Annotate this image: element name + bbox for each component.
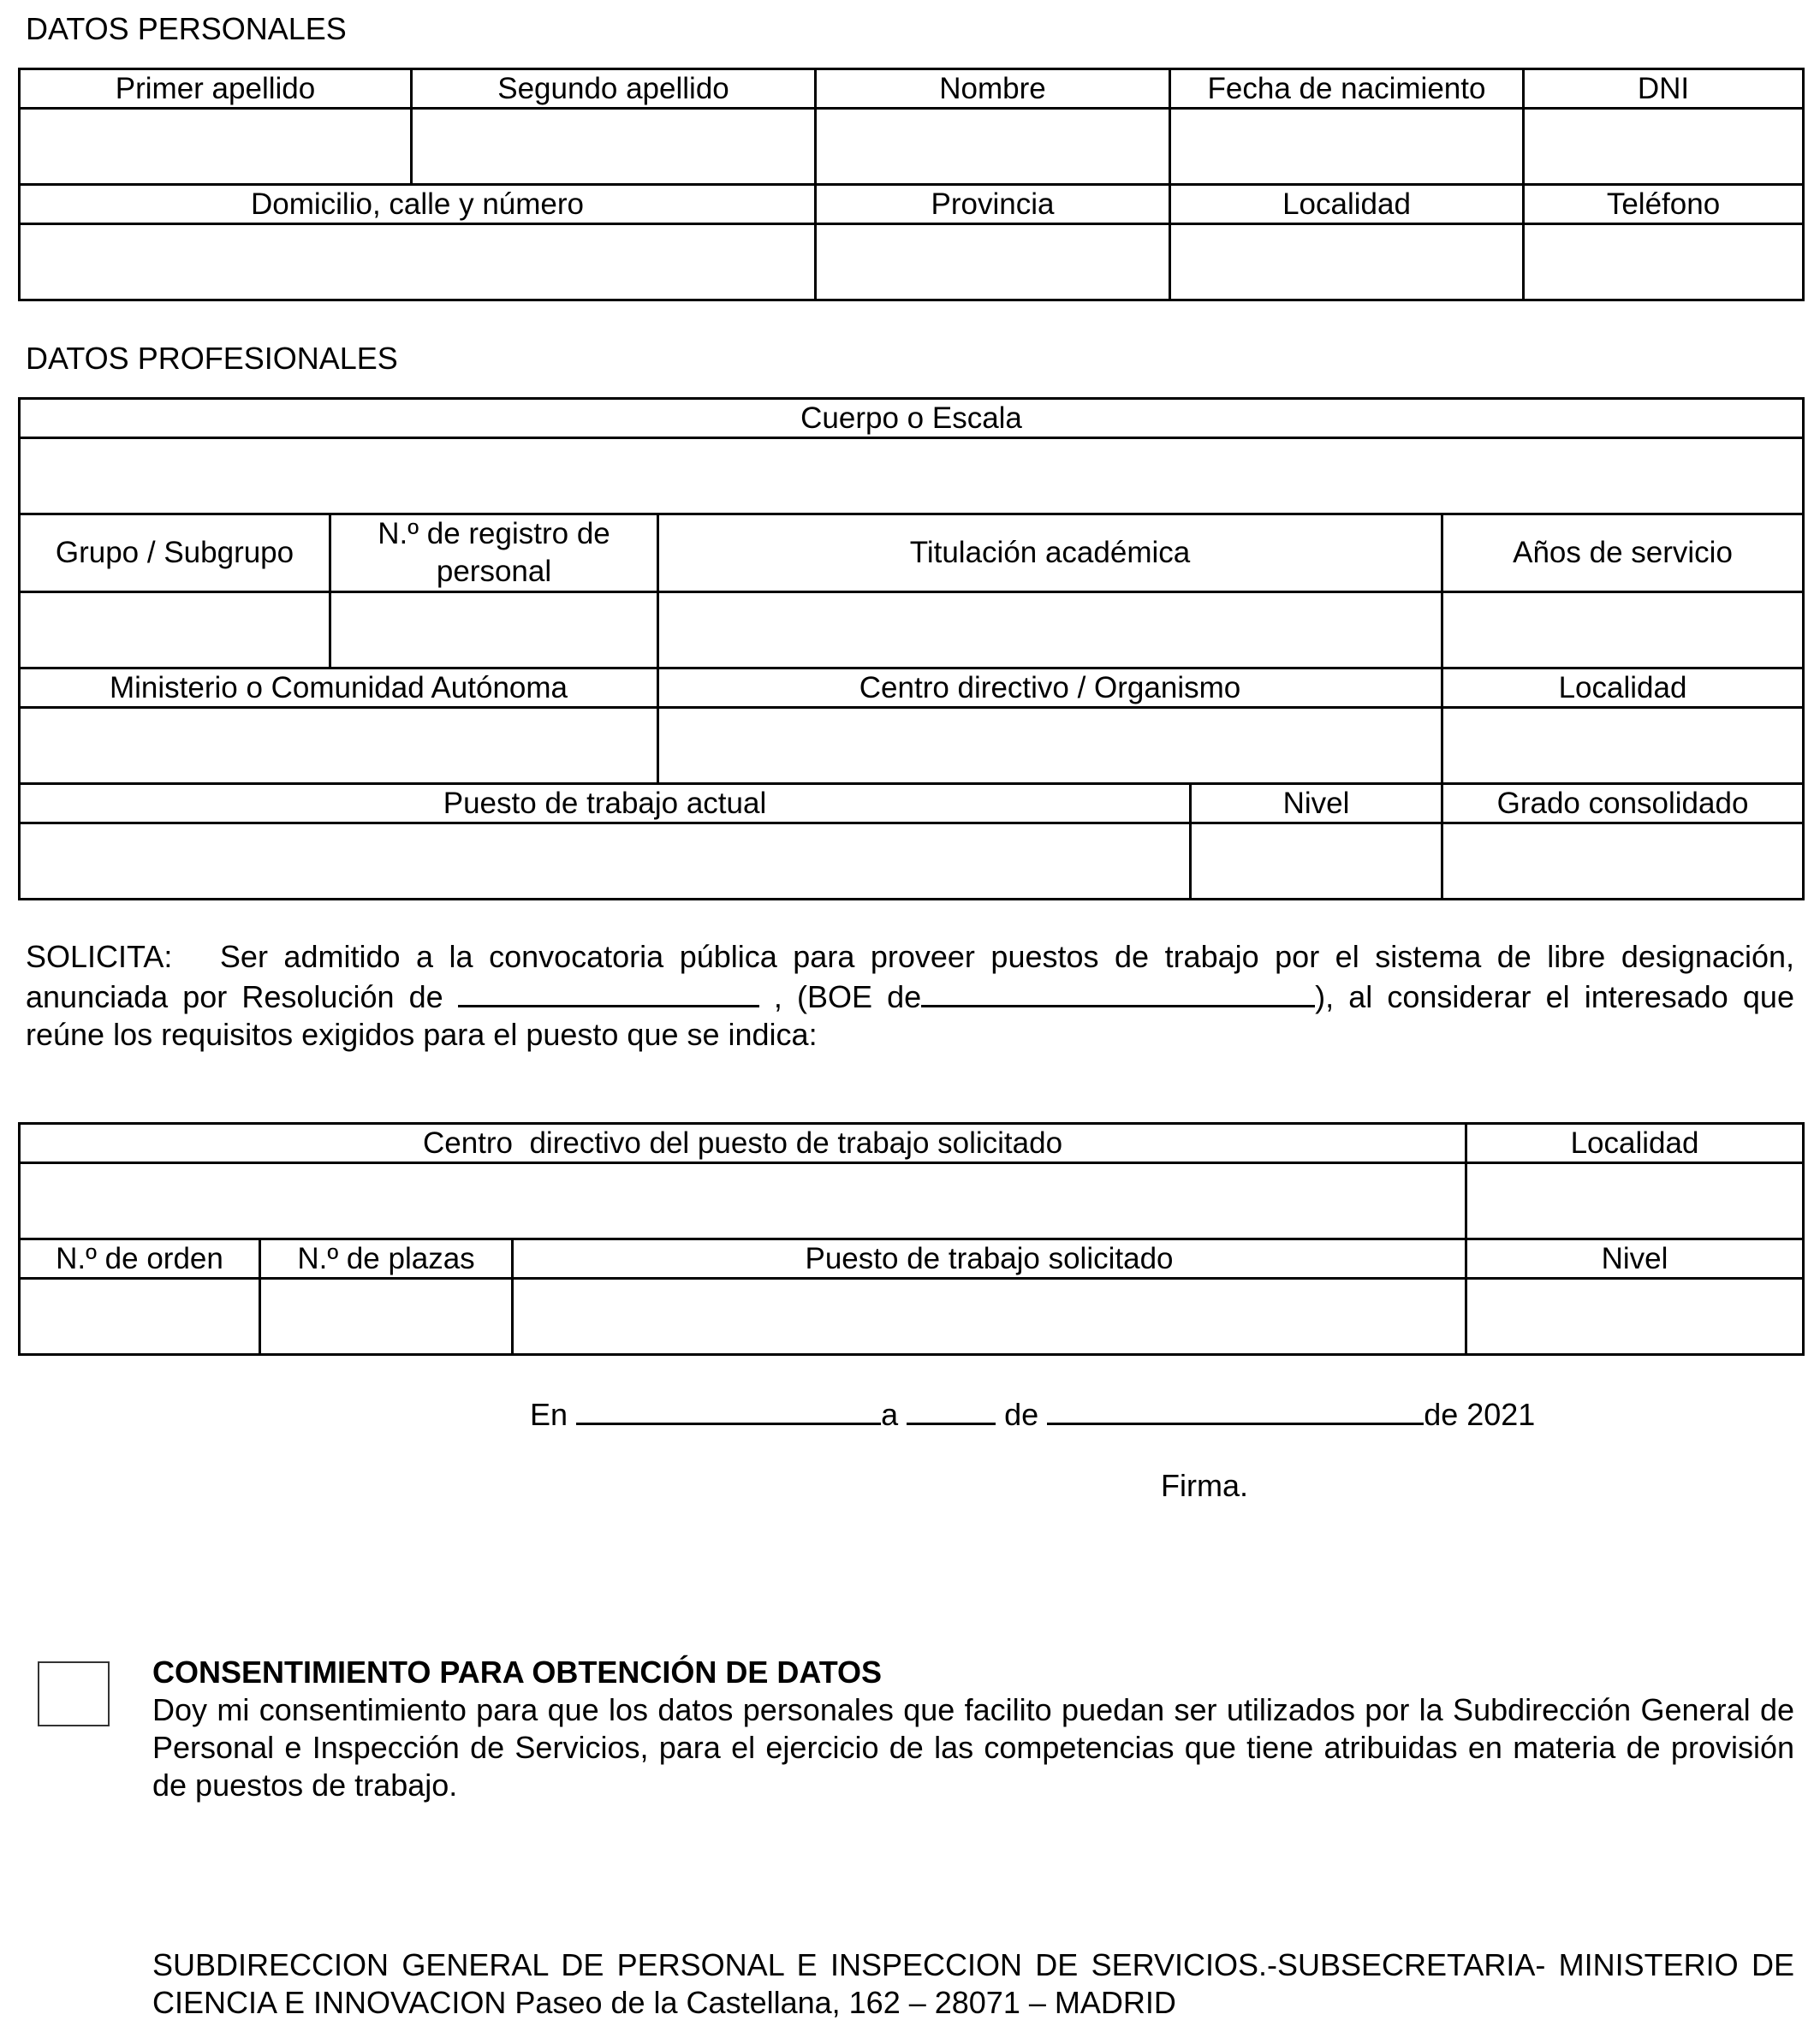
- orden-field[interactable]: [20, 1279, 260, 1355]
- date-year-label: de 2021: [1424, 1397, 1536, 1432]
- professional-data-heading: DATOS PROFESIONALES: [26, 341, 398, 376]
- anios-servicio-field[interactable]: [1442, 592, 1804, 668]
- provincia-label: Provincia: [816, 185, 1170, 224]
- nivel-label: Nivel: [1191, 784, 1442, 823]
- firma-label: Firma.: [1161, 1468, 1248, 1503]
- localidad-label: Localidad: [1170, 185, 1524, 224]
- personal-data-table: [18, 68, 1805, 301]
- nombre-label: Nombre: [816, 69, 1170, 109]
- fecha-nacimiento-label: Fecha de nacimiento: [1170, 69, 1524, 109]
- consent-text: Doy mi consentimiento para que los datos personales que facilito puedan ser utilizados por la Subdirección General de Personal e Inspección de Servicios, para el ejercicio de las competencias que tiene atribuidas en materia de provisión de puestos de trabajo.: [152, 1692, 1794, 1803]
- centro-directivo-label: Centro directivo / Organismo: [658, 668, 1442, 708]
- primer-apellido-label: Primer apellido: [20, 69, 412, 109]
- footer-address: SUBDIRECCION GENERAL DE PERSONAL E INSPECCION DE SERVICIOS.-SUBSECRETARIA- MINISTERIO DE CIENCIA E INNOVACION Paseo de la Castellana, 162 – 28071 – MADRID: [152, 1947, 1794, 2020]
- solicita-paragraph: [26, 938, 1794, 1054]
- nivel-solicitado-label: Nivel: [1466, 1239, 1804, 1279]
- professional-data-table: [18, 397, 1805, 900]
- nombre-field[interactable]: [816, 109, 1170, 185]
- cuerpo-field[interactable]: [20, 438, 1804, 514]
- solicita-text1: Ser admitido a la convocatoria pública para proveer puestos de trabajo por el sistema de libre designación,: [219, 939, 1794, 974]
- day-field[interactable]: [907, 1393, 996, 1425]
- cuerpo-label: Cuerpo o Escala: [20, 399, 1804, 438]
- solicita-label: SOLICITA:: [26, 939, 173, 974]
- place-field[interactable]: [576, 1393, 881, 1425]
- orden-label: N.º de orden: [20, 1239, 260, 1279]
- registro-label: [330, 514, 658, 592]
- consent-checkbox[interactable]: [38, 1661, 110, 1726]
- date-en-label: En: [530, 1397, 568, 1432]
- grupo-field[interactable]: [20, 592, 330, 668]
- provincia-field[interactable]: [816, 224, 1170, 300]
- date-de-label: de: [1004, 1397, 1039, 1432]
- centro-directivo-field[interactable]: [658, 708, 1442, 784]
- consent-block: [152, 1654, 1794, 1804]
- localidad-prof-label: Localidad: [1442, 668, 1804, 708]
- personal-data-heading: DATOS PERSONALES: [26, 11, 347, 46]
- grupo-label: Grupo / Subgrupo: [20, 514, 330, 592]
- telefono-field[interactable]: [1524, 224, 1804, 300]
- registro-label-line1: N.º de registro de: [378, 517, 610, 550]
- puesto-actual-label: Puesto de trabajo actual: [20, 784, 1191, 823]
- segundo-apellido-label: Segundo apellido: [412, 69, 816, 109]
- centro-solicitado-field[interactable]: [20, 1163, 1466, 1239]
- ministerio-field[interactable]: [20, 708, 658, 784]
- month-field[interactable]: [1047, 1393, 1424, 1425]
- localidad-solicitada-label: Localidad: [1466, 1124, 1804, 1163]
- domicilio-field[interactable]: [20, 224, 816, 300]
- resolucion-date-field[interactable]: [458, 976, 759, 1007]
- titulacion-field[interactable]: [658, 592, 1442, 668]
- puesto-solicitado-field[interactable]: [513, 1279, 1466, 1355]
- solicita-text2a: anunciada por Resolución de: [26, 979, 443, 1014]
- ministerio-label: Ministerio o Comunidad Autónoma: [20, 668, 658, 708]
- dni-field[interactable]: [1524, 109, 1804, 185]
- date-line: [530, 1393, 1535, 1434]
- segundo-apellido-field[interactable]: [412, 109, 816, 185]
- puesto-actual-field[interactable]: [20, 823, 1191, 900]
- solicita-text2c: ), al considerar el interesado que: [1315, 979, 1794, 1014]
- registro-label-line2: personal: [436, 555, 552, 588]
- localidad-prof-field[interactable]: [1442, 708, 1804, 784]
- fecha-nacimiento-field[interactable]: [1170, 109, 1524, 185]
- nivel-field[interactable]: [1191, 823, 1442, 900]
- telefono-label: Teléfono: [1524, 185, 1804, 224]
- consent-title: CONSENTIMIENTO PARA OBTENCIÓN DE DATOS: [152, 1655, 883, 1690]
- domicilio-label: Domicilio, calle y número: [20, 185, 816, 224]
- grado-label: Grado consolidado: [1442, 784, 1804, 823]
- nivel-solicitado-field[interactable]: [1466, 1279, 1804, 1355]
- solicita-line2: [26, 976, 1794, 1016]
- plazas-field[interactable]: [260, 1279, 513, 1355]
- requested-position-table: [18, 1122, 1805, 1356]
- plazas-label: N.º de plazas: [260, 1239, 513, 1279]
- dni-label: DNI: [1524, 69, 1804, 109]
- centro-solicitado-label: Centro directivo del puesto de trabajo solicitado: [20, 1124, 1466, 1163]
- registro-field[interactable]: [330, 592, 658, 668]
- localidad-solicitada-field[interactable]: [1466, 1163, 1804, 1239]
- localidad-field[interactable]: [1170, 224, 1524, 300]
- solicita-text2b: , (BOE de: [773, 979, 922, 1014]
- puesto-solicitado-label: Puesto de trabajo solicitado: [513, 1239, 1466, 1279]
- boe-date-field[interactable]: [921, 976, 1315, 1007]
- anios-servicio-label: Años de servicio: [1442, 514, 1804, 592]
- date-a-label: a: [881, 1397, 899, 1432]
- solicita-line1: [26, 938, 1794, 976]
- solicita-line3: reúne los requisitos exigidos para el puesto que se indica:: [26, 1017, 818, 1052]
- grado-field[interactable]: [1442, 823, 1804, 900]
- primer-apellido-field[interactable]: [20, 109, 412, 185]
- titulacion-label: Titulación académica: [658, 514, 1442, 592]
